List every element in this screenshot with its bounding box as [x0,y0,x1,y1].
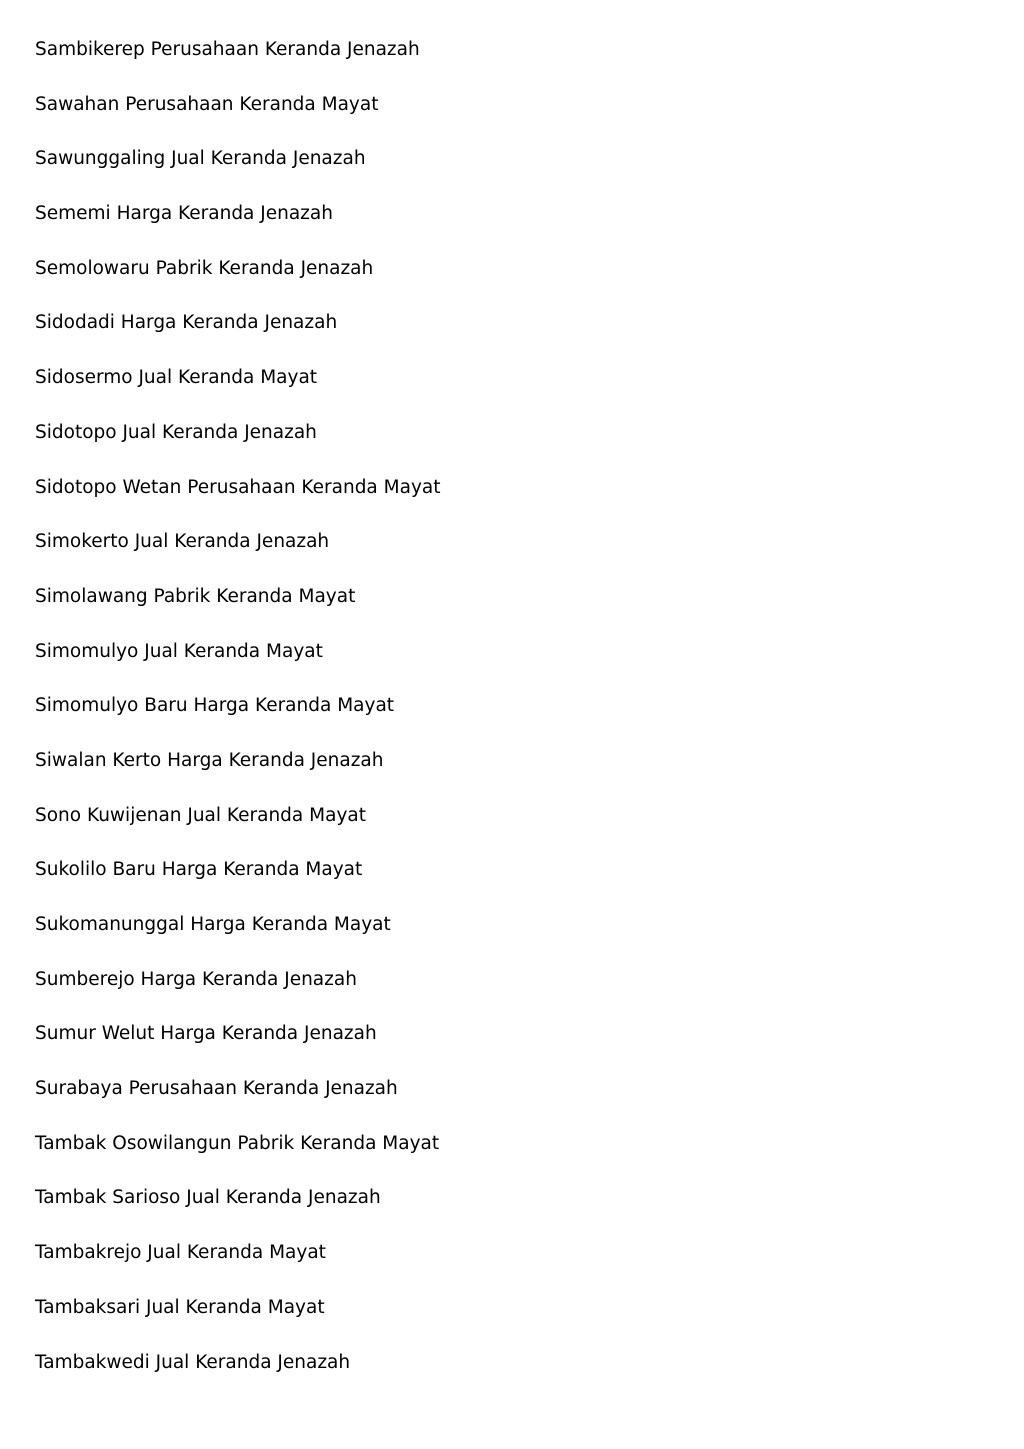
list-item: Tambak Sarioso Jual Keranda Jenazah [35,1187,381,1209]
list-item: Surabaya Perusahaan Keranda Jenazah [35,1078,398,1100]
list-item: Simolawang Pabrik Keranda Mayat [35,585,356,607]
list-item: Sono Kuwijenan Jual Keranda Mayat [35,804,366,826]
list-item: Sukolilo Baru Harga Keranda Mayat [35,859,363,881]
list-item: Tambaksari Jual Keranda Mayat [35,1296,325,1318]
list-item: Sawunggaling Jual Keranda Jenazah [35,148,366,170]
list-item: Sidosermo Jual Keranda Mayat [35,367,318,389]
list-item: Simomulyo Jual Keranda Mayat [35,640,323,662]
list-item: Sumberejo Harga Keranda Jenazah [35,968,357,990]
list-item: Semolowaru Pabrik Keranda Jenazah [35,257,374,279]
list-item: Simomulyo Baru Harga Keranda Mayat [35,695,395,717]
list-item: Tambak Osowilangun Pabrik Keranda Mayat [35,1132,440,1154]
list-item: Simokerto Jual Keranda Jenazah [35,531,330,553]
list-item: Sukomanunggal Harga Keranda Mayat [35,914,391,935]
list-item: Sememi Harga Keranda Jenazah [35,203,333,225]
list-item: Sawahan Perusahaan Keranda Mayat [35,93,379,115]
list-item: Sambikerep Perusahaan Keranda Jenazah [35,39,420,60]
list-item: Siwalan Kerto Harga Keranda Jenazah [35,749,384,771]
list-item: Tambakwedi Jual Keranda Jenazah [35,1351,351,1373]
list-item: Sidotopo Jual Keranda Jenazah [35,421,317,443]
entry-list [35,36,441,1403]
list-item: Sidodadi Harga Keranda Jenazah [35,312,338,334]
list-item: Tambakrejo Jual Keranda Mayat [35,1242,326,1264]
list-item: Sumur Welut Harga Keranda Jenazah [35,1023,377,1045]
list-item: Sidotopo Wetan Perusahaan Keranda Mayat [35,476,441,498]
